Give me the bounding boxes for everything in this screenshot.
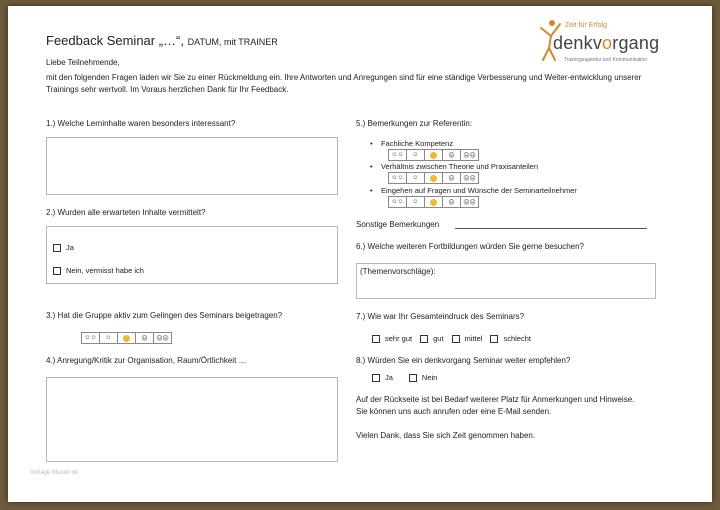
logo-tagline: Zeit für Erfolg bbox=[565, 22, 608, 29]
question-4-label: 4.) Anregung/Kritik zur Organisation, Raum/Örtlichkeit … bbox=[46, 356, 247, 365]
rating-bad[interactable]: ☹ bbox=[443, 173, 461, 183]
question-8-options bbox=[372, 373, 437, 382]
question-3-label: 3.) Hat die Gruppe aktiv zum Gelingen des Seminars beigetragen? bbox=[46, 311, 283, 320]
checkbox[interactable] bbox=[372, 374, 380, 382]
question-2-label: 2.) Wurden alle erwarteten Inhalte vermittelt? bbox=[46, 208, 206, 217]
checkbox[interactable] bbox=[490, 335, 498, 343]
rating-good[interactable]: ☺ bbox=[407, 197, 425, 207]
rating-very-bad[interactable]: ☹☹ bbox=[156, 335, 169, 342]
selected-smiley-icon bbox=[123, 335, 130, 342]
question-4-answer-box[interactable] bbox=[46, 377, 338, 462]
checkbox[interactable] bbox=[420, 335, 428, 343]
rating-bad[interactable]: ☹ bbox=[136, 333, 154, 343]
q5-item-3: • Eingehen auf Fragen und Wünsche der Seminarteilnehmer bbox=[370, 186, 577, 195]
checkbox[interactable] bbox=[372, 335, 380, 343]
q7-option-good[interactable]: gut bbox=[420, 334, 443, 343]
question-1-answer-box[interactable] bbox=[46, 137, 338, 195]
intro-text: mit den folgenden Fragen laden wir Sie zu einer Rückmeldung ein. Ihre Antworten und Anregungen sind für eine ständige Verbesserung und Weiter-entwicklung unserer Trainings sehr wertvoll. Im Voraus herzlichen Dank für Ihr Feedback. bbox=[46, 73, 642, 94]
rating-neutral[interactable] bbox=[425, 173, 443, 183]
question-2-answer-box bbox=[46, 226, 338, 284]
rating-very-bad[interactable]: ☹☹ bbox=[463, 152, 476, 159]
logo-subline: Trainingsagentur und Kommunikation bbox=[564, 57, 647, 63]
question-2-option-no[interactable]: Nein, vermisst habe ich bbox=[53, 266, 144, 275]
q5-item-1: • Fachliche Kompetenz bbox=[370, 139, 454, 148]
q5-other-label: Sonstige Bemerkungen bbox=[356, 220, 440, 229]
q5-item-3-rating-scale bbox=[388, 196, 479, 208]
rating-good[interactable]: ☺ bbox=[407, 173, 425, 183]
feedback-form-page bbox=[8, 6, 712, 502]
checkbox[interactable] bbox=[452, 335, 460, 343]
question-1-label: 1.) Welche Lerninhalte waren besonders interessant? bbox=[46, 119, 236, 128]
q8-option-no[interactable]: Nein bbox=[409, 373, 437, 382]
question-6-placeholder: (Themenvorschläge): bbox=[360, 267, 436, 276]
intro-greeting: Liebe Teilnehmende, bbox=[46, 58, 120, 67]
q5-item-2-rating-scale bbox=[388, 172, 479, 184]
q5-other-line[interactable] bbox=[455, 228, 647, 229]
checkbox[interactable] bbox=[409, 374, 417, 382]
selected-smiley-icon bbox=[430, 152, 437, 159]
page-title bbox=[46, 33, 278, 48]
q7-option-very-good[interactable]: sehr gut bbox=[372, 334, 412, 343]
closing-text-2: Vielen Dank, dass Sie sich Zeit genommen haben. bbox=[356, 431, 536, 440]
logo-wordmark: denkvorgang bbox=[553, 33, 660, 53]
question-7-label: 7.) Wie war Ihr Gesamteindruck des Seminars? bbox=[356, 312, 525, 321]
question-2-option-yes[interactable]: Ja bbox=[53, 243, 74, 252]
rating-very-bad[interactable]: ☹☹ bbox=[463, 199, 476, 206]
checkbox[interactable] bbox=[53, 244, 61, 252]
selected-smiley-icon bbox=[430, 175, 437, 182]
question-7-options bbox=[372, 334, 531, 343]
rating-very-good[interactable]: ☺☺ bbox=[389, 173, 407, 183]
checkbox[interactable] bbox=[53, 267, 61, 275]
rating-bad[interactable]: ☹ bbox=[443, 150, 461, 160]
closing-text-1: Auf der Rückseite ist bei Bedarf weiterer Platz für Anmerkungen und Hinweise. Sie können uns auch anrufen oder eine E-Mail senden. bbox=[356, 395, 635, 416]
rating-good[interactable]: ☺ bbox=[407, 150, 425, 160]
question-6-answer-box[interactable] bbox=[356, 263, 656, 299]
question-8-label: 8.) Würden Sie ein denkvorgang Seminar weiter empfehlen? bbox=[356, 356, 571, 365]
q7-option-bad[interactable]: schlecht bbox=[490, 334, 531, 343]
rating-bad[interactable]: ☹ bbox=[443, 197, 461, 207]
question-6-label: 6.) Welche weiteren Fortbildungen würden Sie gerne besuchen? bbox=[356, 242, 584, 251]
rating-very-good[interactable]: ☺☺ bbox=[389, 150, 407, 160]
rating-neutral[interactable] bbox=[425, 197, 443, 207]
rating-very-good[interactable]: ☺☺ bbox=[82, 333, 100, 343]
footer-watermark: Vorlage Muster.de bbox=[30, 470, 79, 476]
rating-very-bad[interactable]: ☹☹ bbox=[463, 175, 476, 182]
question-5-label: 5.) Bemerkungen zur Referentin: bbox=[356, 119, 473, 128]
title-main: Feedback Seminar „…“, bbox=[46, 33, 184, 48]
question-3-rating-scale bbox=[81, 332, 172, 344]
rating-neutral[interactable] bbox=[425, 150, 443, 160]
rating-very-good[interactable]: ☺☺ bbox=[389, 197, 407, 207]
rating-neutral[interactable] bbox=[118, 333, 136, 343]
rating-good[interactable]: ☺ bbox=[100, 333, 118, 343]
q5-item-2: • Verhältnis zwischen Theorie und Praxisanteilen bbox=[370, 162, 539, 171]
q8-option-yes[interactable]: Ja bbox=[372, 373, 393, 382]
q5-item-1-rating-scale bbox=[388, 149, 479, 161]
q7-option-medium[interactable]: mittel bbox=[452, 334, 483, 343]
selected-smiley-icon bbox=[430, 199, 437, 206]
title-subtitle: DATUM, mit TRAINER bbox=[187, 37, 278, 47]
